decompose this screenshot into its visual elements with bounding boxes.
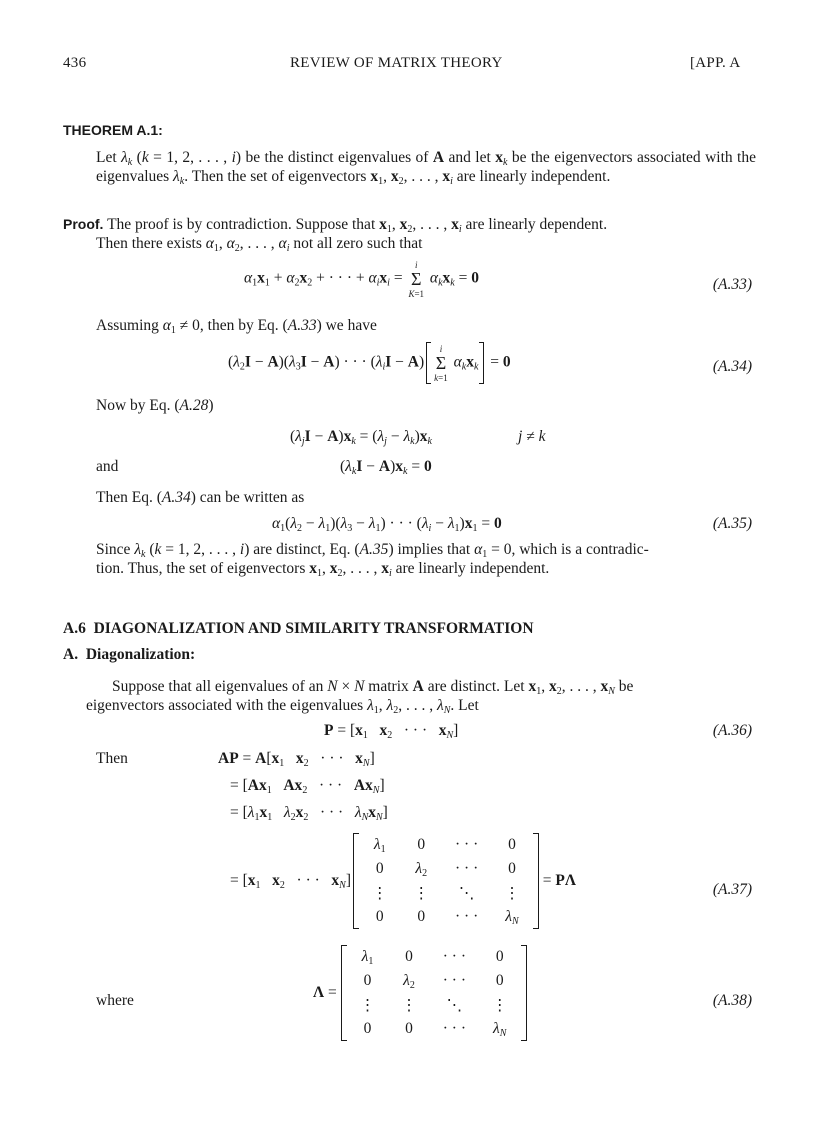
equation-ap-1: AP = $A[x_1$ $x_2$ · · · $x_N$] bbox=[218, 750, 375, 769]
equation-a28-use: $(\lambda_jI - A)x_k = (\lambda_j - \lambda_k)x_k$ bbox=[290, 428, 432, 447]
equation-eigen-zero: $(\lambda_kI - A)x_k = 0$ bbox=[340, 458, 432, 477]
equation-ap-3: = [$\lambda_1x_1$ $\lambda_2x_2$ · · · $\lambda_Nx_N$] bbox=[230, 804, 388, 823]
condition-j-ne-k: j ≠ k bbox=[518, 428, 546, 445]
subsection-heading: A. Diagonalization: bbox=[63, 646, 196, 663]
equation-a33: $\alpha_1x_1 + \alpha_2x_2$ + · · · + $\alpha_ix_i = i$ Σ K=1 $\alpha_kx_k = 0$ bbox=[244, 260, 479, 299]
appendix-label: [APP. A bbox=[690, 55, 741, 71]
proof-label: Proof. bbox=[63, 216, 104, 232]
equation-number-a38: (A.38) bbox=[712, 992, 752, 1009]
equation-a34: $(\lambda_2I - A)(\lambda_3I - A)$ · · · $(\lambda_iI - A)$ i Σ k=1 $\alpha_kx_k = 0$ bbox=[228, 344, 511, 383]
equation-a37: = [$x_1$ $x_2$ · · · $x_N$] $\lambda_1$ 0 · · · 0 0 $\lambda_2$ · · · 0 ⋮ ⋮ ⋱ ⋮ 0 0 · · · $\lambda_N$ = PΛ bbox=[230, 833, 576, 929]
and-label: and bbox=[96, 458, 119, 475]
page-number: 436 bbox=[63, 55, 87, 71]
section-heading: A.6 DIAGONALIZATION AND SIMILARITY TRANSFORMATION bbox=[63, 620, 534, 637]
equation-number-a36: (A.36) bbox=[712, 722, 752, 739]
running-title: REVIEW OF MATRIX THEORY bbox=[290, 55, 503, 71]
then-line: Then Eq. (A.34) can be written as bbox=[96, 489, 305, 506]
diagonalization-paragraph: Suppose that all eigenvalues of an N × N matrix A are distinct. Let $x_1$, $x_2$, . . . , $x_N$ be bbox=[112, 678, 634, 697]
equation-a36: $P = [x_1$ $x_2$ · · · $x_N$] bbox=[324, 722, 459, 741]
equation-number-a33: (A.33) bbox=[712, 276, 752, 293]
theorem-statement: Let $\lambda_k$ (k = 1, 2, . . . , i) be the distinct eigenvalues of A and let $x_k$ be the eigenvectors associated with the eigenvalues $\lambda_k$. Then the set of eigenvectors $x_1$, $x_2$, . . . , $x_i$ are linearly independent. bbox=[96, 149, 756, 187]
theorem-label: THEOREM A.1: bbox=[63, 122, 163, 138]
equation-number-a37: (A.37) bbox=[712, 881, 752, 898]
now-by-line: Now by Eq. (A.28) bbox=[96, 397, 214, 414]
equation-a35: $\alpha_1(\lambda_2 - \lambda_1)(\lambda_3 - \lambda_1)$ · · · $(\lambda_i - \lambda_1)x_1 = 0$ bbox=[272, 515, 502, 534]
equation-ap-2: = [$Ax_1$ $Ax_2$ · · · $Ax_N$] bbox=[230, 777, 385, 796]
where-label: where bbox=[96, 992, 134, 1009]
diagonalization-paragraph-line2: eigenvectors associated with the eigenvalues $\lambda_1$, $\lambda_2$, . . . , $\lambda_N$. Let bbox=[86, 697, 479, 716]
proof-line-2: Then there exists $\alpha_1$, $\alpha_2$, . . . , $\alpha_i$ not all zero such that bbox=[96, 235, 423, 254]
equation-number-a35: (A.35) bbox=[712, 515, 752, 532]
assuming-line: Assuming $\alpha_1 \ne 0$, then by Eq. (A.33) we have bbox=[96, 317, 377, 336]
diagonal-matrix-a37: $\lambda_1$ 0 · · · 0 0 $\lambda_2$ · · · 0 ⋮ ⋮ ⋱ ⋮ 0 0 · · · $\lambda_N$ bbox=[353, 833, 539, 929]
equation-number-a34: (A.34) bbox=[712, 358, 752, 375]
diagonal-matrix-a38: $\lambda_1$ 0 · · · 0 0 $\lambda_2$ · · · 0 ⋮ ⋮ ⋱ ⋮ 0 0 · · · $\lambda_N$ bbox=[341, 945, 527, 1041]
then-label: Then bbox=[96, 750, 128, 767]
since-paragraph: Since $\lambda_k$ (k = 1, 2, . . . , i) are distinct, Eq. (A.35) implies that $\alpha_1 = 0$, which is a contradic- tion. Thus, the set of eigenvectors $x_1$, $x_2$, . . . , $x_i$ are linearly independent. bbox=[96, 541, 649, 579]
equation-a38: Λ = $\lambda_1$ 0 · · · 0 0 $\lambda_2$ · · · 0 ⋮ ⋮ ⋱ ⋮ 0 0 · · · $\lambda_N$ bbox=[313, 945, 527, 1041]
proof-paragraph: Proof. The proof is by contradiction. Suppose that $x_1$, $x_2$, . . . , $x_i$ are linearly dependent. bbox=[63, 216, 608, 235]
